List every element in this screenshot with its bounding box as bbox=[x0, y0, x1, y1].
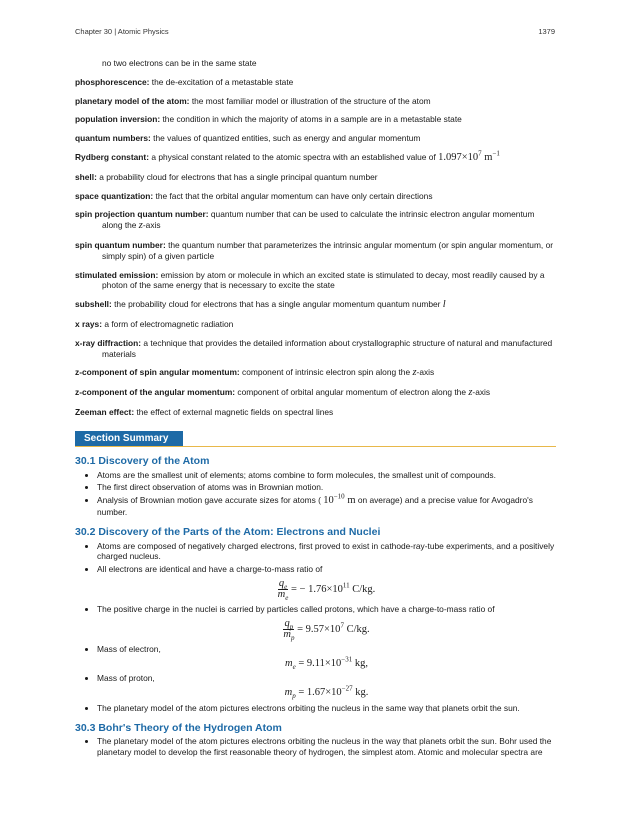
glossary-entry-x-ray-diffraction bbox=[75, 338, 556, 360]
glossary-term: quantum numbers: bbox=[75, 133, 151, 144]
glossary-term: spin projection quantum number: bbox=[75, 209, 209, 220]
exponent: 11 bbox=[342, 581, 350, 590]
symbol: m bbox=[277, 588, 286, 600]
summary-list-30-1 bbox=[75, 470, 556, 518]
section-summary-tab bbox=[75, 431, 183, 446]
unit: kg. bbox=[355, 687, 369, 699]
glossary-term: spin quantum number: bbox=[75, 239, 166, 250]
symbol: q bbox=[278, 577, 285, 589]
exponent: 7 bbox=[340, 621, 344, 630]
z-variable: z bbox=[468, 387, 473, 399]
subscript: e bbox=[285, 594, 289, 602]
glossary-definition: the most familiar model or illustration of the structure of the atom bbox=[191, 95, 431, 106]
symbol: m bbox=[283, 628, 291, 640]
list-item: • The planetary model of the atom pictures electrons orbiting the nucleus in the same way that planets orbit the sun. bbox=[97, 703, 556, 714]
page-number: 1379 bbox=[538, 27, 555, 36]
glossary-definition: a technique that provides the detailed information about crystallographic structure of natural and manufactured materials bbox=[102, 337, 553, 359]
equation-proton-mass bbox=[97, 684, 556, 701]
summary-list-30-3 bbox=[75, 736, 556, 758]
list-item: • The first direct observation of atoms was in Brownian motion. bbox=[97, 482, 556, 493]
glossary-entry-quantum-numbers bbox=[75, 133, 556, 144]
list-item-text: on average) and a precise value for Avogadro's number. bbox=[97, 495, 533, 517]
equation-rhs: = 9.11×10 bbox=[298, 657, 342, 669]
section-summary-banner bbox=[75, 431, 556, 447]
glossary-entry-x-rays bbox=[75, 319, 556, 330]
fraction-denominator bbox=[278, 590, 289, 600]
subscript: p bbox=[289, 622, 294, 631]
glossary-definition: component of orbital angular momentum of electron along the bbox=[237, 387, 466, 398]
list-item bbox=[97, 564, 556, 600]
list-item bbox=[97, 492, 556, 518]
rydberg-exponent: 7 bbox=[478, 149, 482, 158]
glossary-entry-space-quantization bbox=[75, 191, 556, 202]
glossary-entry-phosphorescence bbox=[75, 77, 556, 88]
glossary-definition: quantum number that can be used to calculate the intrinsic electron angular momentum along the bbox=[102, 209, 535, 231]
equation-rhs: = 9.57×10 bbox=[297, 623, 341, 635]
rydberg-mantissa: 1.097×10 bbox=[438, 151, 479, 163]
subscript: e bbox=[292, 662, 296, 671]
glossary-entry-subshell bbox=[75, 299, 556, 311]
glossary-definition: component of intrinsic electron spin along the bbox=[242, 367, 411, 378]
list-item bbox=[97, 644, 556, 670]
glossary-entry-z-spin bbox=[75, 367, 556, 379]
exponent: −31 bbox=[341, 655, 353, 663]
glossary-term: shell: bbox=[75, 171, 97, 182]
running-header-chapter: Chapter 30 | Atomic Physics bbox=[75, 27, 169, 36]
glossary-definition: the effect of external magnetic fields on spectral lines bbox=[136, 406, 334, 417]
unit: C/kg. bbox=[352, 583, 376, 595]
equation-proton-charge-mass bbox=[97, 619, 556, 640]
glossary-term: Rydberg constant: bbox=[75, 151, 149, 162]
subscript: p bbox=[290, 633, 295, 642]
glossary-term: phosphorescence: bbox=[75, 76, 150, 87]
glossary-entry-spin-projection bbox=[75, 209, 556, 232]
z-variable: z bbox=[412, 367, 417, 379]
list-item-text: Mass of electron, bbox=[97, 643, 161, 654]
exponent: −27 bbox=[341, 684, 353, 693]
axis-suffix: -axis bbox=[416, 367, 435, 378]
fraction bbox=[278, 579, 289, 600]
glossary-term: stimulated emission: bbox=[75, 269, 159, 280]
axis-suffix: -axis bbox=[472, 387, 491, 398]
list-item: • Atoms are the smallest unit of elements; atoms combine to form molecules, the smallest unit of compounds. bbox=[97, 470, 556, 481]
glossary-definition: a form of electromagnetic radiation bbox=[104, 318, 234, 329]
section-heading-30-2: 30.2 Discovery of the Parts of the Atom: Electrons and Nuclei bbox=[75, 525, 381, 538]
rydberg-unit-exponent: −1 bbox=[492, 149, 500, 158]
section-heading-30-1: 30.1 Discovery of the Atom bbox=[75, 454, 210, 467]
glossary-definition: a probability cloud for electrons that has a single principal quantum number bbox=[99, 171, 378, 182]
symbol: m bbox=[284, 687, 293, 699]
symbol: q bbox=[284, 617, 290, 629]
glossary-term: space quantization: bbox=[75, 190, 154, 201]
glossary-definition: emission by atom or molecule in which an excited state is stimulated to decay, most readily caused by a photon of the same energy that is necessary to excite the state bbox=[102, 269, 545, 291]
glossary-term: population inversion: bbox=[75, 114, 161, 125]
unit: kg, bbox=[354, 657, 368, 669]
unit: C/kg. bbox=[346, 623, 370, 635]
subscript: e bbox=[284, 583, 288, 591]
list-item-text: All electrons are identical and have a charge-to-mass ratio of bbox=[97, 564, 323, 575]
glossary-entry-planetary-model bbox=[75, 96, 556, 107]
summary-list-30-2 bbox=[75, 541, 556, 714]
list-item-text: Analysis of Brownian motion gave accurate sizes for atoms ( bbox=[97, 495, 321, 506]
glossary-definition: a physical constant related to the atomic spectra with an established value of bbox=[151, 151, 436, 162]
glossary-term: x-ray diffraction: bbox=[75, 337, 142, 348]
glossary-definition: the values of quantized entities, such as energy and angular momentum bbox=[153, 133, 421, 144]
z-variable: z bbox=[138, 220, 143, 232]
section-summary-title: Section Summary bbox=[84, 432, 169, 444]
list-item: • The planetary model of the atom pictures electrons orbiting the nucleus in the way that planets orbit the sun. Bohr used the planetary model to develop the first reasonable theory of hydrogen, the simplest atom. Atomic and molecular spectra are bbox=[97, 736, 556, 758]
list-item-text: Mass of proton, bbox=[97, 673, 155, 684]
glossary-definition: the probability cloud for electrons that has a single angular momentum quantum number bbox=[114, 299, 441, 310]
equation-electron-mass bbox=[97, 655, 556, 671]
glossary-term: Zeeman effect: bbox=[75, 406, 135, 417]
atom-size-unit: m bbox=[347, 495, 356, 507]
page-content bbox=[75, 58, 556, 760]
glossary-term: z-component of spin angular momentum: bbox=[75, 367, 240, 378]
atom-size-exponent: −10 bbox=[333, 492, 345, 501]
glossary-entry-rydberg-constant bbox=[75, 149, 556, 164]
list-item: • Atoms are composed of negatively charged electrons, first proved to exist in cathode-ray-tube experiments, and a positively charged nucleus. bbox=[97, 541, 556, 563]
glossary-term: x rays: bbox=[75, 318, 103, 329]
l-variable: l bbox=[442, 299, 446, 311]
fraction bbox=[283, 619, 294, 640]
atom-size bbox=[323, 492, 356, 507]
glossary-entry-shell bbox=[75, 172, 556, 183]
subscript: p bbox=[292, 692, 296, 701]
atom-size-base: 10 bbox=[323, 495, 334, 507]
glossary-definition: the de-excitation of a metastable state bbox=[151, 76, 294, 87]
axis-suffix: -axis bbox=[142, 220, 161, 231]
rydberg-unit: m bbox=[484, 151, 493, 163]
glossary-entry-z-orbital bbox=[75, 387, 556, 399]
list-item-text: The positive charge in the nuclei is carried by particles called protons, which have a charge-to-mass ratio of bbox=[97, 603, 495, 614]
section-heading-30-3: 30.3 Bohr's Theory of the Hydrogen Atom bbox=[75, 721, 282, 734]
fraction-denominator bbox=[283, 630, 294, 640]
list-item bbox=[97, 604, 556, 640]
list-item bbox=[97, 673, 556, 699]
glossary-definition: the quantum number that parameterizes the intrinsic angular momentum (or spin angular momentum, or simply spin) of a given particle bbox=[102, 239, 554, 261]
glossary-term: z-component of the angular momentum: bbox=[75, 387, 236, 398]
glossary-definition: the fact that the orbital angular momentum can have only certain directions bbox=[155, 190, 433, 201]
equation-rhs: = 1.67×10 bbox=[298, 687, 342, 699]
glossary-entry-zeeman bbox=[75, 407, 556, 418]
rydberg-value bbox=[438, 149, 500, 163]
equation-electron-charge-mass bbox=[97, 579, 556, 600]
glossary-term: planetary model of the atom: bbox=[75, 95, 190, 106]
glossary-continuation: no two electrons can be in the same state bbox=[102, 58, 257, 68]
glossary-term: subshell: bbox=[75, 299, 112, 310]
equation-rhs: = − 1.76×10 bbox=[291, 583, 343, 595]
glossary-definition: the condition in which the majority of atoms in a sample are in a metastable state bbox=[162, 114, 462, 125]
glossary-entry-population-inversion bbox=[75, 114, 556, 125]
symbol: m bbox=[285, 657, 293, 669]
glossary-entry-stimulated-emission bbox=[75, 270, 556, 292]
glossary-entry-spin-quantum-number bbox=[75, 240, 556, 262]
